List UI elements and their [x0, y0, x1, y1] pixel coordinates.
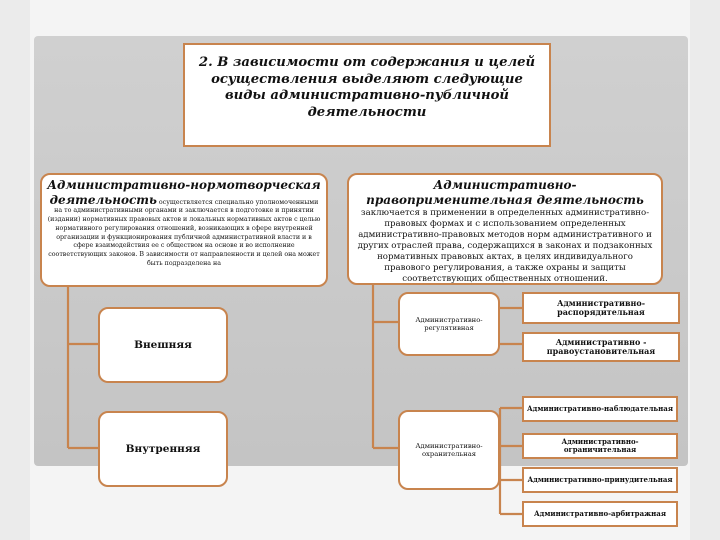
subtype-external-label: Внешняя — [134, 339, 192, 351]
lawmaking-heading: Административно-нормотворческая деятельность — [47, 178, 321, 207]
page-title: 2. В зависимости от содержания и целей осуществления выделяют следующие виды административно-публичной деятельности — [198, 55, 536, 120]
item-restrictive — [522, 433, 678, 459]
lawmaking-block — [40, 173, 328, 287]
subtype-internal — [98, 411, 228, 487]
item-arbitration — [522, 501, 678, 527]
enforcement-body: заключается в применении в определенных административно-правовых формах и с использованием определенных административно-правовых методов норм административного и других отраслей права, содержащихся в законах и подзаконных нормативных правовых актах, в целях индивидуального правового регулирования, а также охраны и защиты соответствующих общественных отношений. — [357, 208, 653, 284]
item-supervisory — [522, 396, 678, 422]
item-law-establishing — [522, 332, 680, 362]
title-box — [183, 43, 551, 147]
item-coercive-label: Административно-принудительная — [527, 474, 673, 484]
item-restrictive-label: Административно-ограничительная — [561, 436, 639, 454]
subtype-internal-label: Внутренняя — [125, 443, 201, 455]
item-administrative-dispositive-label: Административно-распорядительная — [556, 297, 646, 317]
enforcement-heading: Административно-правоприменительная деятельность — [366, 178, 644, 207]
group-protective — [398, 410, 500, 490]
enforcement-text — [354, 178, 656, 285]
lawmaking-text — [47, 178, 321, 268]
subtype-external — [98, 307, 228, 383]
item-administrative-dispositive — [522, 292, 680, 324]
lawmaking-body: осуществляется специально уполномоченными на то административными органами и заключается в подготовке и принятии (издании) нормативных правовых актов и локальных нормативных актов с целью нормативного регулирования отношений, возникающих в сфере внутренней организации и функционирования публичной административной власти и в сфере взаимодействия ее с обществом на основе и во исполнение соответствующих законов. В зависимости от направленности и целей она может быть подразделена на — [47, 198, 321, 267]
enforcement-block — [347, 173, 663, 285]
group-regulative — [398, 292, 500, 356]
item-supervisory-label: Административно-наблюдательная — [526, 403, 674, 413]
group-protective-label: Административно-охранительная — [415, 442, 483, 458]
item-arbitration-label: Административно-арбитражная — [533, 508, 667, 518]
item-law-establishing-label: Административно - правоустановительная — [546, 336, 656, 356]
item-coercive — [522, 467, 678, 493]
group-regulative-label: Административно-регулятивная — [415, 316, 483, 332]
